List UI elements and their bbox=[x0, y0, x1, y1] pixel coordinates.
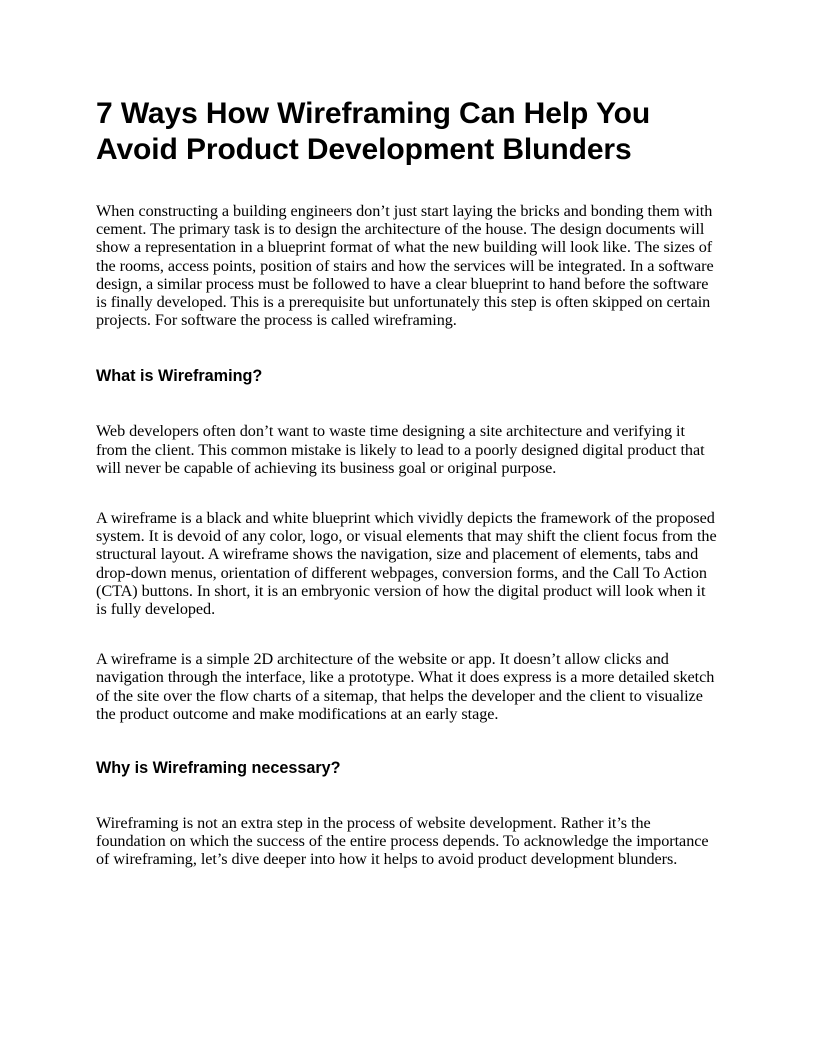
section-heading-what-is-wireframing: What is Wireframing? bbox=[96, 367, 263, 386]
intro-paragraph: When constructing a building engineers don’t just start laying the bricks and bonding them with cement. The primary task is to design the architecture of the house. The design documents will show a representation in a blueprint format of what the new building will look like. The sizes of the rooms, access points, position of stairs and how the services will be integrated. In a software design, a similar process must be followed to have a clear blueprint to hand before the software is finally developed. This is a prerequisite but unfortunately this step is often skipped on certain projects. For software the process is called wireframing. bbox=[96, 202, 714, 330]
document-title bbox=[96, 96, 720, 168]
document-page bbox=[96, 96, 720, 869]
title-line-2: Avoid Product Development Blunders bbox=[96, 133, 632, 166]
paragraph: A wireframe is a simple 2D architecture of the website or app. It doesn’t allow clicks and navigation through the interface, like a prototype. What it does express is a more detailed sketch of the site over the flow charts of a sitemap, that helps the developer and the client to visualize the product outcome and make modifications at an early stage. bbox=[96, 650, 715, 723]
section-heading-why-wireframing-necessary: Why is Wireframing necessary? bbox=[96, 759, 341, 778]
paragraph: Web developers often don’t want to waste time designing a site architecture and verifying it from the client. This common mistake is likely to lead to a poorly designed digital product that will never be capable of achieving its business goal or original purpose. bbox=[96, 422, 705, 477]
paragraph: Wireframing is not an extra step in the process of website development. Rather it’s the foundation on which the success of the entire process depends. To acknowledge the importance of wireframing, let’s dive deeper into how it helps to avoid product development blunders. bbox=[96, 814, 709, 869]
title-line-1: 7 Ways How Wireframing Can Help You bbox=[96, 97, 651, 130]
paragraph: A wireframe is a black and white blueprint which vividly depicts the framework of the proposed system. It is devoid of any color, logo, or visual elements that may shift the client focus from the structural layout. A wireframe shows the navigation, size and placement of elements, tabs and drop-down menus, orientation of different webpages, conversion forms, and the Call To Action (CTA) buttons. In short, it is an embryonic version of how the digital product will look when it is fully developed. bbox=[96, 509, 717, 619]
